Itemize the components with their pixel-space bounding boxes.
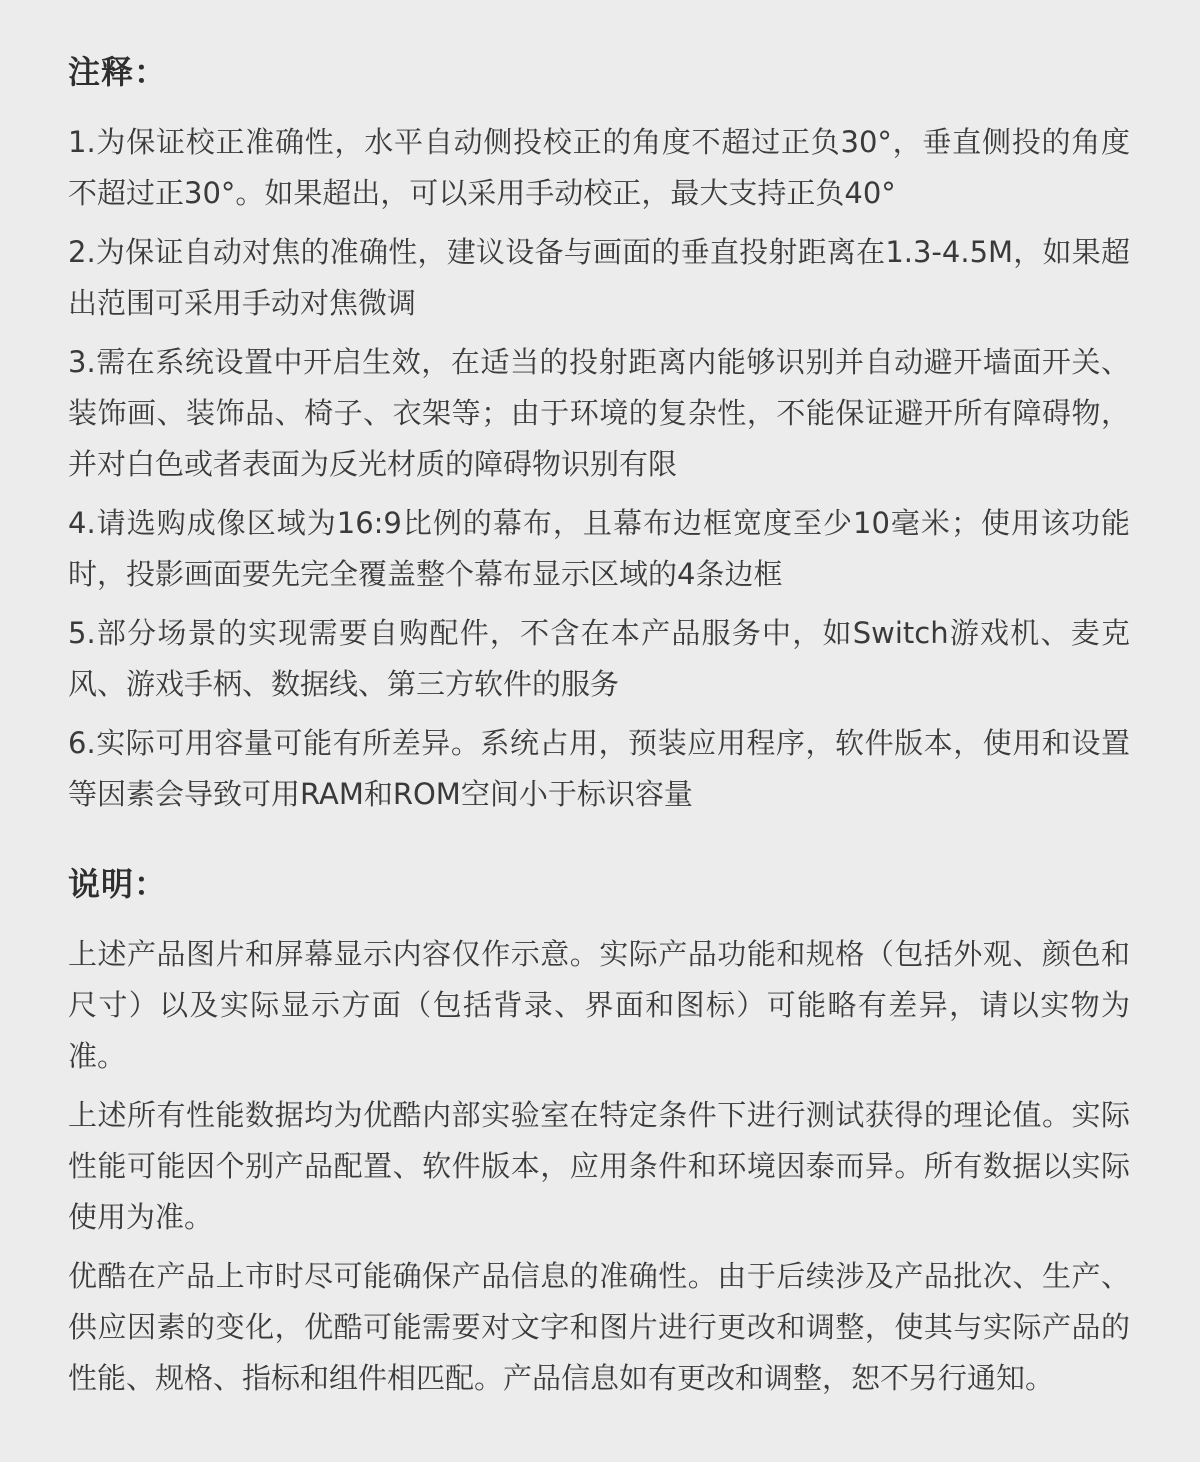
note-item-2: 2.为保证自动对焦的准确性，建议设备与画面的垂直投射距离在1.3-4.5M，如果超出范围可采用手动对焦微调 bbox=[68, 235, 1130, 320]
explanation-item-2: 上述所有性能数据均为优酷内部实验室在特定条件下进行测试获得的理论值。实际性能可能因个别产品配置、软件版本，应用条件和环境因泰而异。所有数据以实际使用为准。 bbox=[68, 1098, 1130, 1234]
explanation-item-3: 优酷在产品上市时尽可能确保产品信息的准确性。由于后续涉及产品批次、生产、供应因素的变化，优酷可能需要对文字和图片进行更改和调整，使其与实际产品的性能、规格、指标和组件相匹配。产品信息如有更改和调整，恕不另行通知。 bbox=[68, 1259, 1130, 1395]
note-item-3: 3.需在系统设置中开启生效，在适当的投射距离内能够识别并自动避开墙面开关、装饰画、装饰品、椅子、衣架等；由于环境的复杂性，不能保证避开所有障碍物，并对白色或者表面为反光材质的障碍物识别有限 bbox=[68, 345, 1130, 481]
notes-section bbox=[68, 50, 1130, 820]
note-item-6: 6.实际可用容量可能有所差异。系统占用，预装应用程序，软件版本，使用和设置等因素会导致可用RAM和ROM空间小于标识容量 bbox=[68, 726, 1130, 811]
note-item-4: 4.请选购成像区域为16:9比例的幕布，且幕布边框宽度至少10毫米；使用该功能时，投影画面要先完全覆盖整个幕布显示区域的4条边框 bbox=[68, 506, 1130, 591]
explanation-section bbox=[68, 862, 1130, 1404]
notes-title: 注释： bbox=[68, 53, 168, 91]
note-item-1: 1.为保证校正准确性，水平自动侧投校正的角度不超过正负30°，垂直侧投的角度不超过正30°。如果超出，可以采用手动校正，最大支持正负40° bbox=[68, 125, 1130, 210]
note-item-5: 5.部分场景的实现需要自购配件，不含在本产品服务中，如Switch游戏机、麦克风、游戏手柄、数据线、第三方软件的服务 bbox=[68, 616, 1130, 701]
explanation-title: 说明： bbox=[68, 865, 168, 903]
explanation-item-1: 上述产品图片和屏幕显示内容仅作示意。实际产品功能和规格（包括外观、颜色和尺寸）以及实际显示方面（包括背录、界面和图标）可能略有差异，请以实物为准。 bbox=[68, 937, 1130, 1073]
